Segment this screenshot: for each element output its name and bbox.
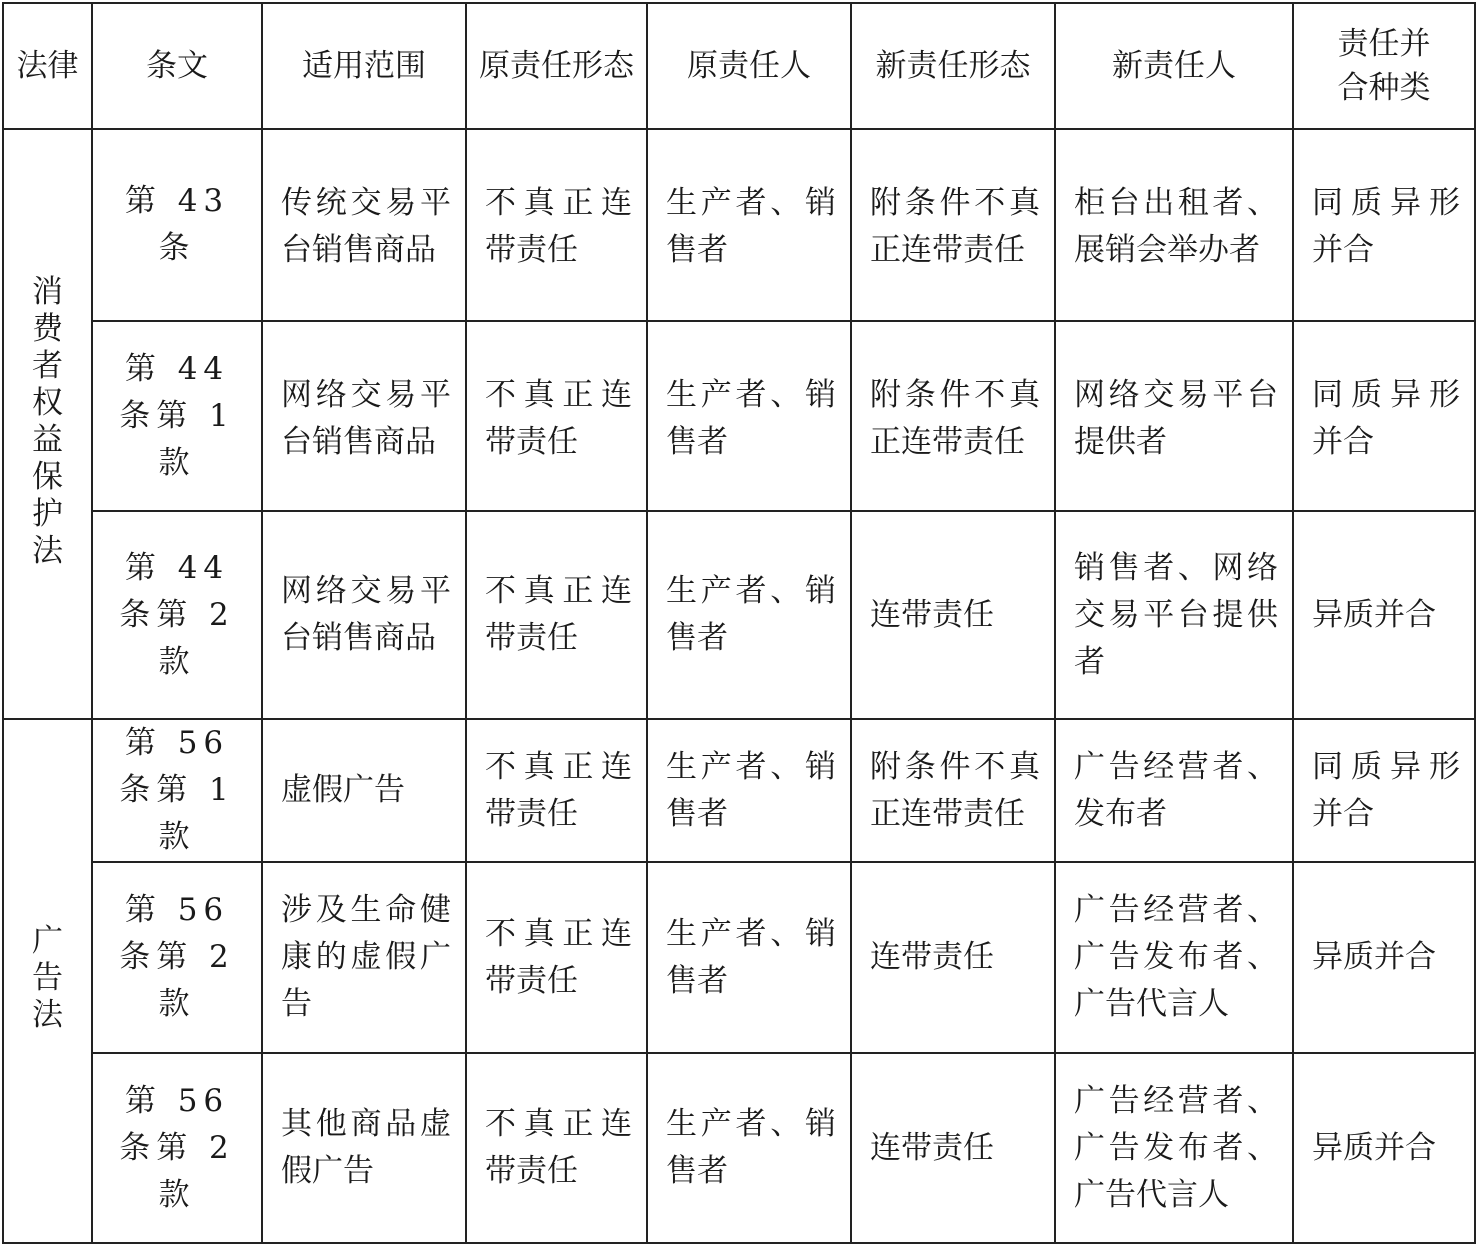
liability-table <box>2 2 1476 1244</box>
orig-form-cell: 不真正连带责任 <box>466 862 647 1053</box>
new-form-cell: 附条件不真正连带责任 <box>851 719 1055 862</box>
header-law: 法律 <box>3 3 92 129</box>
new-person-cell: 柜台出租者、展销会举办者 <box>1055 129 1293 321</box>
article-cell: 第 56 条第 2 款 <box>92 862 262 1053</box>
header-new-person: 新责任人 <box>1055 3 1293 129</box>
new-person-cell: 网络交易平台提供者 <box>1055 321 1293 511</box>
table-row <box>3 719 1475 862</box>
table-row <box>3 1053 1475 1243</box>
scope-cell: 虚假广告 <box>262 719 466 862</box>
scope-cell: 涉及生命健康的虚假广告 <box>262 862 466 1053</box>
header-article: 条文 <box>92 3 262 129</box>
header-scope: 适用范围 <box>262 3 466 129</box>
scope-cell: 网络交易平台销售商品 <box>262 511 466 719</box>
merge-type-cell: 同质异形并合 <box>1293 321 1475 511</box>
article-cell: 第 56 条第 1 款 <box>92 719 262 862</box>
new-form-cell: 连带责任 <box>851 1053 1055 1243</box>
new-form-cell: 连带责任 <box>851 862 1055 1053</box>
orig-form-cell: 不真正连带责任 <box>466 719 647 862</box>
law-name: 消费者权益保护法 <box>32 273 63 569</box>
header-new-form: 新责任形态 <box>851 3 1055 129</box>
merge-type-cell: 异质并合 <box>1293 511 1475 719</box>
orig-person-cell: 生产者、销售者 <box>647 129 851 321</box>
header-orig-person: 原责任人 <box>647 3 851 129</box>
header-orig-form: 原责任形态 <box>466 3 647 129</box>
article-cell: 第 43 条 <box>92 129 262 321</box>
merge-type-cell: 同质异形并合 <box>1293 129 1475 321</box>
scope-cell: 其他商品虚假广告 <box>262 1053 466 1243</box>
scope-cell: 网络交易平台销售商品 <box>262 321 466 511</box>
orig-person-cell: 生产者、销售者 <box>647 719 851 862</box>
header-merge-type: 责任并合种类 <box>1293 3 1475 129</box>
orig-person-cell: 生产者、销售者 <box>647 321 851 511</box>
new-form-cell: 附条件不真正连带责任 <box>851 129 1055 321</box>
article-cell: 第 44 条第 2 款 <box>92 511 262 719</box>
law-cell <box>3 719 92 1243</box>
orig-person-cell: 生产者、销售者 <box>647 1053 851 1243</box>
merge-type-cell: 异质并合 <box>1293 862 1475 1053</box>
scope-cell: 传统交易平台销售商品 <box>262 129 466 321</box>
table-row <box>3 862 1475 1053</box>
orig-form-cell: 不真正连带责任 <box>466 1053 647 1243</box>
law-cell <box>3 129 92 719</box>
orig-form-cell: 不真正连带责任 <box>466 321 647 511</box>
orig-person-cell: 生产者、销售者 <box>647 862 851 1053</box>
article-cell: 第 56 条第 2 款 <box>92 1053 262 1243</box>
table-row <box>3 511 1475 719</box>
orig-form-cell: 不真正连带责任 <box>466 511 647 719</box>
new-person-cell: 广告经营者、发布者 <box>1055 719 1293 862</box>
header-row <box>3 3 1475 129</box>
orig-form-cell: 不真正连带责任 <box>466 129 647 321</box>
merge-type-cell: 异质并合 <box>1293 1053 1475 1243</box>
orig-person-cell: 生产者、销售者 <box>647 511 851 719</box>
new-person-cell: 销售者、网络交易平台提供者 <box>1055 511 1293 719</box>
table-row <box>3 321 1475 511</box>
new-person-cell: 广告经营者、广告发布者、广告代言人 <box>1055 862 1293 1053</box>
table-row <box>3 129 1475 321</box>
new-form-cell: 附条件不真正连带责任 <box>851 321 1055 511</box>
law-name: 广告法 <box>32 923 63 1033</box>
new-person-cell: 广告经营者、广告发布者、广告代言人 <box>1055 1053 1293 1243</box>
new-form-cell: 连带责任 <box>851 511 1055 719</box>
merge-type-cell: 同质异形并合 <box>1293 719 1475 862</box>
article-cell: 第 44 条第 1 款 <box>92 321 262 511</box>
